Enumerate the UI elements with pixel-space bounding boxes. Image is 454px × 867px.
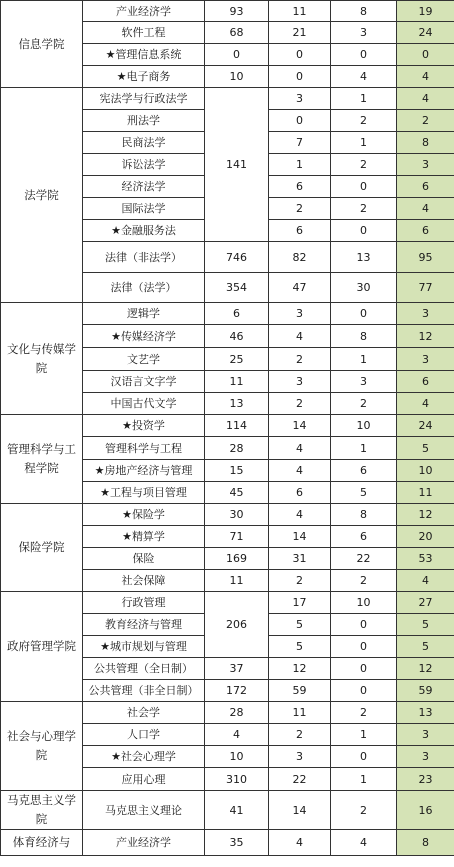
total-cell: 19 bbox=[397, 1, 454, 22]
count-cell: 206 bbox=[205, 592, 269, 658]
total-cell: 5 bbox=[397, 437, 454, 460]
count-cell: 2 bbox=[331, 791, 397, 830]
count-cell: 35 bbox=[205, 830, 269, 856]
college-cell: 体育经济与 bbox=[1, 830, 83, 856]
count-cell: 1 bbox=[331, 88, 397, 110]
count-cell: 3 bbox=[269, 371, 331, 393]
major-cell bbox=[83, 132, 205, 154]
major-label: 社会心理学 bbox=[120, 750, 176, 763]
count-cell: 114 bbox=[205, 415, 269, 437]
major-cell bbox=[83, 504, 205, 526]
count-cell: 2 bbox=[269, 570, 331, 592]
total-cell: 27 bbox=[397, 592, 454, 614]
total-cell: 8 bbox=[397, 830, 454, 856]
total-cell: 10 bbox=[397, 460, 454, 482]
total-cell: 4 bbox=[397, 393, 454, 415]
count-cell: 0 bbox=[269, 44, 331, 66]
count-cell: 0 bbox=[331, 614, 397, 636]
major-label: 公共管理（全日制） bbox=[94, 662, 193, 675]
count-cell: 13 bbox=[331, 242, 397, 273]
major-cell bbox=[83, 44, 205, 66]
major-label: 精算学 bbox=[131, 530, 165, 543]
total-cell: 59 bbox=[397, 680, 454, 702]
total-cell: 3 bbox=[397, 724, 454, 746]
major-cell bbox=[83, 548, 205, 570]
total-cell: 16 bbox=[397, 791, 454, 830]
total-cell: 3 bbox=[397, 303, 454, 325]
total-cell: 53 bbox=[397, 548, 454, 570]
count-cell: 3 bbox=[269, 303, 331, 325]
count-cell: 4 bbox=[331, 830, 397, 856]
count-cell: 0 bbox=[331, 303, 397, 325]
count-cell: 1 bbox=[331, 768, 397, 791]
table-row bbox=[1, 415, 454, 437]
college-cell: 管理科学与工程学院 bbox=[1, 415, 83, 504]
major-cell bbox=[83, 1, 205, 22]
major-label: 应用心理 bbox=[121, 772, 166, 786]
count-cell: 746 bbox=[205, 242, 269, 273]
college-cell: 社会与心理学院 bbox=[1, 702, 83, 791]
star-icon: ★ bbox=[111, 329, 121, 343]
total-cell: 0 bbox=[397, 44, 454, 66]
major-cell bbox=[83, 325, 205, 348]
table-row bbox=[1, 303, 454, 325]
count-cell: 0 bbox=[331, 746, 397, 768]
total-cell: 2 bbox=[397, 110, 454, 132]
count-cell: 30 bbox=[331, 273, 397, 303]
count-cell: 8 bbox=[331, 1, 397, 22]
total-cell: 12 bbox=[397, 658, 454, 680]
major-label: 马克思主义理论 bbox=[105, 803, 182, 817]
star-icon: ★ bbox=[94, 464, 105, 477]
major-label: 经济法学 bbox=[121, 180, 166, 193]
count-cell: 14 bbox=[269, 526, 331, 548]
count-cell: 169 bbox=[205, 548, 269, 570]
count-cell: 172 bbox=[205, 680, 269, 702]
count-cell: 2 bbox=[331, 393, 397, 415]
major-label: 城市规划与管理 bbox=[109, 640, 187, 653]
major-cell bbox=[83, 592, 205, 614]
total-cell: 6 bbox=[397, 220, 454, 242]
count-cell: 13 bbox=[205, 393, 269, 415]
count-cell: 0 bbox=[331, 680, 397, 702]
count-cell: 28 bbox=[205, 702, 269, 724]
major-label: 工程与项目管理 bbox=[109, 486, 187, 499]
major-cell bbox=[83, 636, 205, 658]
count-cell: 46 bbox=[205, 325, 269, 348]
count-cell: 1 bbox=[331, 132, 397, 154]
count-cell: 10 bbox=[331, 415, 397, 437]
star-icon: ★ bbox=[122, 508, 132, 521]
college-cell: 马克思主义学院 bbox=[1, 791, 83, 830]
count-cell: 10 bbox=[205, 746, 269, 768]
table-row bbox=[1, 504, 454, 526]
count-cell: 2 bbox=[331, 154, 397, 176]
count-cell: 14 bbox=[269, 791, 331, 830]
count-cell: 25 bbox=[205, 348, 269, 371]
count-cell: 22 bbox=[269, 768, 331, 791]
major-label: 汉语言文字学 bbox=[110, 375, 177, 388]
major-label: 刑法学 bbox=[127, 114, 160, 127]
count-cell: 2 bbox=[331, 110, 397, 132]
count-cell: 5 bbox=[269, 614, 331, 636]
total-cell: 24 bbox=[397, 415, 454, 437]
count-cell: 28 bbox=[205, 437, 269, 460]
count-cell: 6 bbox=[269, 482, 331, 504]
count-cell: 6 bbox=[331, 526, 397, 548]
major-label: 文艺学 bbox=[127, 352, 160, 366]
major-label: 人口学 bbox=[127, 728, 160, 741]
count-cell: 4 bbox=[331, 66, 397, 88]
star-icon: ★ bbox=[122, 530, 132, 543]
major-cell bbox=[83, 791, 205, 830]
major-label: 国际法学 bbox=[121, 202, 166, 215]
major-label: 房地产经济与管理 bbox=[104, 464, 193, 477]
major-label: 社会学 bbox=[127, 706, 160, 719]
total-cell: 6 bbox=[397, 371, 454, 393]
count-cell: 3 bbox=[331, 22, 397, 44]
count-cell: 11 bbox=[269, 1, 331, 22]
count-cell: 1 bbox=[331, 437, 397, 460]
star-icon: ★ bbox=[116, 70, 127, 83]
count-cell: 7 bbox=[269, 132, 331, 154]
count-cell: 71 bbox=[205, 526, 269, 548]
count-cell: 82 bbox=[269, 242, 331, 273]
total-cell: 95 bbox=[397, 242, 454, 273]
total-cell: 13 bbox=[397, 702, 454, 724]
count-cell: 37 bbox=[205, 658, 269, 680]
count-cell: 6 bbox=[205, 303, 269, 325]
major-cell bbox=[83, 768, 205, 791]
star-icon: ★ bbox=[100, 640, 110, 653]
major-cell bbox=[83, 348, 205, 371]
count-cell: 8 bbox=[331, 325, 397, 348]
major-cell bbox=[83, 658, 205, 680]
table-row bbox=[1, 88, 454, 110]
major-label: 诉讼法学 bbox=[121, 158, 166, 171]
count-cell: 31 bbox=[269, 548, 331, 570]
major-label: 管理信息系统 bbox=[115, 48, 182, 61]
major-cell bbox=[83, 526, 205, 548]
count-cell: 4 bbox=[269, 437, 331, 460]
star-icon: ★ bbox=[111, 750, 121, 763]
count-cell: 6 bbox=[269, 176, 331, 198]
count-cell: 8 bbox=[331, 504, 397, 526]
count-cell: 6 bbox=[269, 220, 331, 242]
table-row bbox=[1, 830, 454, 856]
star-icon: ★ bbox=[105, 48, 116, 61]
total-cell: 6 bbox=[397, 176, 454, 198]
major-cell bbox=[83, 724, 205, 746]
major-label: 传媒经济学 bbox=[120, 329, 176, 343]
major-label: 法律（法学） bbox=[110, 281, 177, 294]
major-cell bbox=[83, 154, 205, 176]
total-cell: 23 bbox=[397, 768, 454, 791]
major-label: 法律（非法学） bbox=[105, 250, 182, 264]
count-cell: 0 bbox=[331, 636, 397, 658]
total-cell: 11 bbox=[397, 482, 454, 504]
total-cell: 8 bbox=[397, 132, 454, 154]
count-cell: 15 bbox=[205, 460, 269, 482]
major-label: 行政管理 bbox=[121, 596, 166, 609]
major-label: 管理科学与工程 bbox=[105, 441, 182, 455]
count-cell: 310 bbox=[205, 768, 269, 791]
count-cell: 5 bbox=[269, 636, 331, 658]
total-cell: 12 bbox=[397, 504, 454, 526]
major-cell bbox=[83, 460, 205, 482]
count-cell: 22 bbox=[331, 548, 397, 570]
major-label: 产业经济学 bbox=[116, 4, 171, 18]
total-cell: 77 bbox=[397, 273, 454, 303]
table-row bbox=[1, 791, 454, 830]
total-cell: 4 bbox=[397, 66, 454, 88]
major-cell bbox=[83, 176, 205, 198]
college-cell: 文化与传媒学院 bbox=[1, 303, 83, 415]
count-cell: 21 bbox=[269, 22, 331, 44]
count-cell: 2 bbox=[269, 724, 331, 746]
count-cell: 14 bbox=[269, 415, 331, 437]
college-cell: 保险学院 bbox=[1, 504, 83, 592]
major-cell bbox=[83, 570, 205, 592]
major-label: 保险 bbox=[132, 552, 155, 565]
count-cell: 0 bbox=[269, 110, 331, 132]
total-cell: 5 bbox=[397, 636, 454, 658]
star-icon: ★ bbox=[122, 419, 132, 432]
total-cell: 4 bbox=[397, 570, 454, 592]
count-cell: 3 bbox=[269, 88, 331, 110]
count-cell: 11 bbox=[205, 371, 269, 393]
major-cell bbox=[83, 830, 205, 856]
count-cell: 4 bbox=[269, 460, 331, 482]
total-cell: 24 bbox=[397, 22, 454, 44]
count-cell: 30 bbox=[205, 504, 269, 526]
major-cell bbox=[83, 303, 205, 325]
count-cell: 0 bbox=[269, 66, 331, 88]
major-cell bbox=[83, 242, 205, 273]
count-cell: 2 bbox=[269, 348, 331, 371]
major-cell bbox=[83, 393, 205, 415]
count-cell: 10 bbox=[331, 592, 397, 614]
count-cell: 45 bbox=[205, 482, 269, 504]
major-cell bbox=[83, 198, 205, 220]
major-label: 金融服务法 bbox=[120, 224, 176, 237]
table-row bbox=[1, 1, 454, 22]
total-cell: 5 bbox=[397, 614, 454, 636]
count-cell: 0 bbox=[205, 44, 269, 66]
count-cell: 17 bbox=[269, 592, 331, 614]
total-cell: 3 bbox=[397, 348, 454, 371]
table-row bbox=[1, 702, 454, 724]
college-cell: 信息学院 bbox=[1, 1, 83, 88]
count-cell: 2 bbox=[269, 393, 331, 415]
count-cell: 47 bbox=[269, 273, 331, 303]
count-cell: 11 bbox=[269, 702, 331, 724]
major-cell bbox=[83, 437, 205, 460]
count-cell: 0 bbox=[331, 220, 397, 242]
total-cell: 12 bbox=[397, 325, 454, 348]
major-label: 宪法学与行政法学 bbox=[99, 92, 188, 105]
count-cell: 93 bbox=[205, 1, 269, 22]
major-cell bbox=[83, 680, 205, 702]
count-cell: 10 bbox=[205, 66, 269, 88]
table-body bbox=[1, 1, 454, 856]
major-label: 产业经济学 bbox=[116, 836, 171, 849]
total-cell: 4 bbox=[397, 198, 454, 220]
count-cell: 141 bbox=[205, 88, 269, 242]
major-label: 公共管理（非全日制） bbox=[88, 684, 199, 697]
total-cell: 4 bbox=[397, 88, 454, 110]
star-icon: ★ bbox=[100, 486, 110, 499]
major-label: 逻辑学 bbox=[127, 307, 160, 320]
count-cell: 0 bbox=[331, 176, 397, 198]
major-cell bbox=[83, 746, 205, 768]
major-label: 民商法学 bbox=[121, 136, 166, 149]
count-cell: 12 bbox=[269, 658, 331, 680]
college-cell: 法学院 bbox=[1, 88, 83, 303]
major-label: 投资学 bbox=[131, 419, 165, 432]
star-icon: ★ bbox=[111, 224, 121, 237]
count-cell: 59 bbox=[269, 680, 331, 702]
count-cell: 3 bbox=[269, 746, 331, 768]
count-cell: 4 bbox=[269, 830, 331, 856]
major-label: 软件工程 bbox=[121, 26, 166, 39]
count-cell: 6 bbox=[331, 460, 397, 482]
total-cell: 20 bbox=[397, 526, 454, 548]
count-cell: 11 bbox=[205, 570, 269, 592]
count-cell: 68 bbox=[205, 22, 269, 44]
major-label: 教育经济与管理 bbox=[105, 618, 182, 631]
count-cell: 5 bbox=[331, 482, 397, 504]
total-cell: 3 bbox=[397, 746, 454, 768]
count-cell: 3 bbox=[331, 371, 397, 393]
count-cell: 0 bbox=[331, 658, 397, 680]
count-cell: 2 bbox=[331, 570, 397, 592]
college-cell: 政府管理学院 bbox=[1, 592, 83, 702]
major-cell bbox=[83, 88, 205, 110]
major-cell bbox=[83, 702, 205, 724]
count-cell: 1 bbox=[331, 348, 397, 371]
count-cell: 2 bbox=[269, 198, 331, 220]
major-cell bbox=[83, 415, 205, 437]
count-cell: 2 bbox=[331, 198, 397, 220]
count-cell: 4 bbox=[269, 504, 331, 526]
count-cell: 2 bbox=[331, 702, 397, 724]
major-label: 中国古代文学 bbox=[110, 397, 177, 410]
major-cell bbox=[83, 614, 205, 636]
major-label: 保险学 bbox=[131, 508, 165, 521]
major-cell bbox=[83, 110, 205, 132]
count-cell: 41 bbox=[205, 791, 269, 830]
major-cell bbox=[83, 22, 205, 44]
major-cell bbox=[83, 482, 205, 504]
count-cell: 4 bbox=[205, 724, 269, 746]
table-row bbox=[1, 592, 454, 614]
total-cell: 3 bbox=[397, 154, 454, 176]
major-cell bbox=[83, 66, 205, 88]
count-cell: 0 bbox=[331, 44, 397, 66]
major-cell bbox=[83, 371, 205, 393]
count-cell: 354 bbox=[205, 273, 269, 303]
major-label: 电子商务 bbox=[126, 70, 171, 83]
count-cell: 1 bbox=[269, 154, 331, 176]
count-cell: 1 bbox=[331, 724, 397, 746]
major-cell bbox=[83, 273, 205, 303]
major-label: 社会保障 bbox=[121, 574, 166, 587]
major-cell bbox=[83, 220, 205, 242]
count-cell: 4 bbox=[269, 325, 331, 348]
